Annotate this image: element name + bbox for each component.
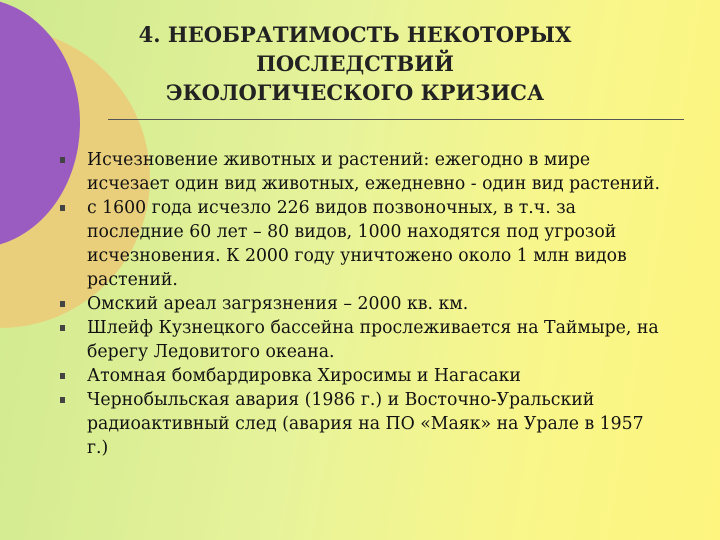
square-bullet-icon [60, 325, 65, 331]
square-bullet-icon [60, 301, 65, 307]
bullet-item [60, 316, 660, 364]
bullet-text: Чернобыльская авария (1986 г.) и Восточно-Уральский радиоактивный след (авария на ПО «Маяк» на Урале в 1957 г.) [87, 390, 644, 458]
bullet-text: Исчезновение животных и растений: ежегодно в мире исчезает один вид животных, ежедневно - один вид растений. [87, 150, 660, 194]
bullet-text: с 1600 года исчезло 226 видов позвоночных, в т.ч. за последние 60 лет – 80 видов, 1000 находятся под угрозой исчезновения. К 2000 году уничтожено около 1 млн видов растений. [87, 198, 627, 290]
bullet-item [60, 388, 660, 460]
bullet-item [60, 196, 660, 292]
title-divider [108, 119, 684, 120]
bullet-item [60, 364, 660, 388]
bullet-text: Атомная бомбардировка Хиросимы и Нагасаки [87, 366, 521, 386]
square-bullet-icon [60, 157, 65, 163]
square-bullet-icon [60, 205, 65, 211]
title-line: ПОСЛЕДСТВИЙ [256, 51, 454, 76]
bullet-list [60, 148, 660, 460]
title-line: 4. НЕОБРАТИМОСТЬ НЕКОТОРЫХ [138, 22, 572, 47]
square-bullet-icon [60, 373, 65, 379]
bullet-item [60, 292, 660, 316]
title-line: ЭКОЛОГИЧЕСКОГО КРИЗИСА [165, 80, 545, 105]
bullet-text: Шлейф Кузнецкого бассейна прослеживается на Таймыре, на берегу Ледовитого океана. [87, 318, 659, 362]
bullet-text: Омский ареал загрязнения – 2000 кв. км. [87, 294, 469, 314]
bullet-item [60, 148, 660, 196]
slide-title [120, 20, 590, 107]
square-bullet-icon [60, 397, 65, 403]
